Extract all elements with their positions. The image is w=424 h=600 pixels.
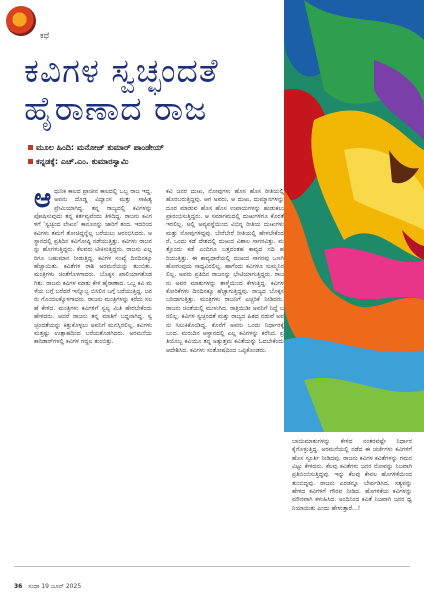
page-footer <box>14 583 81 591</box>
magazine-logo <box>6 6 36 36</box>
title-line-1: ಕವಿಗಳ ಸ್ವಚ್ಛಂದತೆ <box>24 51 219 90</box>
illustration-colorful-face <box>284 0 424 432</box>
section-kicker: ಕಥೆ <box>40 31 50 40</box>
text-column-3: ಬಾಯಿಮಾತುಗಳನ್ನು ಕೇಳಿದ ನಂತರವಷ್ಟೇ ನಿರ್ಧಾರ ಕೈಗೊಳ್ಳುತ್ತಿದ್ದ. ಅರಮನೆಯಲ್ಲಿ ನಡೆದ ಈ ಚರ್ಚೆಗಳು ಕವಿಗಳಿಗೆ ಹೊಸ ಸ್ಫೂರ್ತಿ ನೀಡಿದವು. ರಾಜನು ಕವಿಗಳ ಕವಿತೆಗಳನ್ನು ಗಮನವಿಟ್ಟು ಕೇಳಿದನು. ಕೆಲವು ಕವಿತೆಗಳು ಜನರ ನೋವನ್ನು ನಿಜವಾಗಿ ಪ್ರತಿಬಿಂಬಿಸುತ್ತಿದ್ದವು. ಇನ್ನು ಕೆಲವು ಕೇವಲ ಹೊಗಳಿಕೆಯಿಂದ ತುಂಬಿದ್ದವು. ರಾಜನು ಎರಡನ್ನೂ ಬೇರ್ಪಡಿಸಿದ. ಸತ್ಯವನ್ನು ಹೇಳಿದ ಕವಿಗಳಿಗೆ ಗೌರವ ನೀಡಿದ. ಹೊಗಳಿಕೆಯ ಕವಿಗಳನ್ನು ಮೌನವಾಗಿ ಕಳುಹಿಸಿದ. ಅಂದಿನಿಂದ ಕವಿತೆ ನಿಜವಾಗಿ ಜನರ ಧ್ವನಿಯಾಯಿತು ಎಂದು ಹೇಳುತ್ತಾರೆ...! <box>292 438 412 512</box>
article-body <box>34 188 286 552</box>
text-column-2: ಕವಿ ಜನರ ದುಃಖ, ನೋವುಗಳು ಹೊಸ ಹೊಸ ರೀತಿಯಲ್ಲಿ ಹೊರಬರುತ್ತಿದ್ದವು. ಆಗ ಅವರು, ಆ ದುಃಖ, ದುಮ್ಮಾನಗಳನ್ನು ದೂರ ಮಾಡುವ ಹೊಸ ಹೊಸ ಉಪಾಯಗಳನ್ನು ಹುಡುಕಲು ಪ್ರಾರಂಭಿಸುತ್ತಿದ್ದರು. ಆ ಸಮಾಗಮದಲ್ಲಿ ದುಃಖಗಳಿಗೂ ಕೊರತೆ ಇರಲಿಲ್ಲ. ಅಲ್ಲಿ ಅವ್ಯವಸ್ಥೆಯಿಂದ ವಿಭಿನ್ನ ರೀತಿಯ ದುಃಖಗಳು ಮತ್ತು ನೋವುಗಳಿದ್ದವು. ಬೇರೆಬೇರೆ ರೀತಿಯಲ್ಲಿ ಹೇಳಬೇಕೆಂದರೆ, ಒಂದು ಕಡೆ ದೇಶದಲ್ಲಿ ದುಃಖದ ವಿಶಾಲ ಸಾಗರವಿತ್ತು. ಮತ್ತೊಂದು ಕಡೆ ಎಂದಿಗೂ ಬತ್ತದಂತಹ ಕಾವ್ಯದ ನದಿ ಹರಿಯುತ್ತಿತ್ತು. ಈ ಕಾವ್ಯಧಾರೆಯಲ್ಲಿ ದುಃಖದ ಸಾಗರವು ಒಣಗಿ ಹೋಗುವುದು ಸಾಧ್ಯವಿರಲಿಲ್ಲ. ಹಾಗೆಂದು ಕವಿಗಳೂ ಸುಮ್ಮನಿರಲಿಲ್ಲ. ಅವರು ಪ್ರತಿದಿನ ರಾಜನನ್ನು ಭೇಟಿಯಾಗುತ್ತಿದ್ದರು. ರಾಜನು ಅವರ ಮಾತುಗಳನ್ನು ತಾಳ್ಮೆಯಿಂದ ಕೇಳುತ್ತಿದ್ದ. ಕವಿಗಳ ಕೋರಿಕೆಗಳು ದಿನದಿನಕ್ಕೂ ಹೆಚ್ಚಾಗುತ್ತಿದ್ದವು. ರಾಜ್ಯದ ಬೊಕ್ಕಸ ಬರಿದಾಗುತ್ತಿತ್ತು. ಮಂತ್ರಿಗಳು ರಾಜನಿಗೆ ಎಚ್ಚರಿಕೆ ನೀಡಿದರು. ರಾಜನು ಚಿಂತೆಯಲ್ಲಿ ಮುಳುಗಿದ. ರಾತ್ರಿಯಿಡೀ ಅವನಿಗೆ ನಿದ್ದೆ ಬರಲಿಲ್ಲ. ಕವಿಗಳ ಸ್ವಚ್ಛಂದತೆ ಮತ್ತು ರಾಜ್ಯದ ಹಿತದ ನಡುವೆ ಅವನು ಸಿಲುಕಿಕೊಂಡಿದ್ದ. ಕೊನೆಗೆ ಅವನು ಒಂದು ನಿರ್ಧಾರಕ್ಕೆ ಬಂದ. ಮರುದಿನ ಆಸ್ಥಾನದಲ್ಲಿ ಎಲ್ಲ ಕವಿಗಳನ್ನು ಕರೆಸಿದ. ಪ್ರತಿಯೊಬ್ಬ ಕವಿಯೂ ತನ್ನ ಅತ್ಯುತ್ತಮ ಕವಿತೆಯನ್ನು ಓದಬೇಕೆಂದು ಆದೇಶಿಸಿದ. ಕವಿಗಳು ಸಂತೋಷದಿಂದ ಒಪ್ಪಿಕೊಂಡರು. <box>166 188 284 354</box>
page-number: 36 <box>14 583 23 590</box>
bullet-square-icon <box>28 145 33 150</box>
bullet-square-icon <box>28 159 33 164</box>
credit-translation: ಕನ್ನಡಕ್ಕೆ: ಎಚ್.ಎಂ. ಕುಮಾರಸ್ವಾಮಿ <box>28 155 164 169</box>
footer-divider <box>14 566 410 567</box>
issue-line: ಸುಧಾ 19 ಜೂನ್ 2025 <box>28 583 82 590</box>
title-line-2: ಹೈರಾಣಾದ ರಾಜ <box>24 89 208 128</box>
drop-cap: ಆ <box>34 188 52 214</box>
text-column-1 <box>34 188 152 552</box>
article-credits <box>28 141 164 169</box>
column-1-text: ಧುನಿಕ ಕಾಲದ ಪ್ರಾಚೀನ ಕಾಲದಲ್ಲಿ ಒಬ್ಬ ರಾಜ ಇದ್ದ. ಅವನು ದೊಡ್ಡ ವಿದ್ವಾಂಸ ಮತ್ತು ಸಾಹಿತ್ಯ ಪ್ರೇಮಿಯಾಗಿದ್ದ. ತನ್ನ ರಾಜ್ಯದಲ್ಲಿ ಕವಿಗಳನ್ನು ಪೋಷಿಸುವುದು ತನ್ನ ಕರ್ತವ್ಯವೆಂದು ತಿಳಿದಿದ್ದ. ರಾಜನು ಕವಿಗಳಿಗೆ ‘ಸ್ವಚ್ಛಂದ ಲೇಖನ’ ಕಾನೂನನ್ನು ಜಾರಿಗೆ ತಂದ. ಇದರಿಂದ ಕವಿಗಳು ತಮಗೆ ತೋಚಿದ್ದನ್ನೆಲ್ಲ ಬರೆಯಲು ಆರಂಭಿಸಿದರು. ಆಸ್ಥಾನದಲ್ಲಿ ಪ್ರತಿದಿನ ಕವಿಗೋಷ್ಠಿ ನಡೆಯುತ್ತಿತ್ತು. ಕವಿಗಳು ರಾಜನನ್ನು ಹೊಗಳುತ್ತಿದ್ದರು. ಕೆಲವರು ಟೀಕಿಸುತ್ತಿದ್ದರು. ರಾಜನು ಎಲ್ಲರಿಗೂ ಬಹುಮಾನ ನೀಡುತ್ತಿದ್ದ. ಕವಿಗಳ ಸಂಖ್ಯೆ ದಿನದಿನಕ್ಕೂ ಹೆಚ್ಚಾಯಿತು. ಕವಿತೆಗಳ ರಾಶಿ ಅರಮನೆಯನ್ನು ತುಂಬಿತು. ಮಂತ್ರಿಗಳು ಚಿಂತೆಗೊಳಗಾದರು. ಬೊಕ್ಕಸ ಖಾಲಿಯಾಗತೊಡಗಿತು. ರಾಜನು ಕವಿಗಳ ಮಾತು ಕೇಳಿ ಹೈರಾಣಾದ. ಒಬ್ಬ ಕವಿ ಮಳೆಯ ಬಗ್ಗೆ ಬರೆದರೆ ಇನ್ನೊಬ್ಬ ಬಿಸಿಲಿನ ಬಗ್ಗೆ ಬರೆಯುತ್ತಿದ್ದ. ಜನರು ಗೊಂದಲಕ್ಕೊಳಗಾದರು. ರಾಜನು ಮಂತ್ರಿಗಳನ್ನು ಕರೆದು ಸಲಹೆ ಕೇಳಿದ. ಮಂತ್ರಿಗಳು ಕವಿಗಳಿಗೆ ಸ್ವಲ್ಪ ಮಿತಿ ಹೇರಬೇಕೆಂದು ಹೇಳಿದರು. ಆದರೆ ರಾಜನು ತನ್ನ ಮಾತಿಗೆ ಬದ್ಧನಾಗಿದ್ದ. ಸ್ವಚ್ಛಂದತೆಯನ್ನು ಕಿತ್ತುಕೊಳ್ಳಲು ಅವನಿಗೆ ಮನಸ್ಸಿರಲಿಲ್ಲ. ಕವಿಗಳು ಮತ್ತಷ್ಟು ಉತ್ಸಾಹದಿಂದ ಬರೆಯತೊಡಗಿದರು. ಅರಮನೆಯ ಕಾರಿಡಾರ್‌ಗಳಲ್ಲಿ ಕವಿಗಳ ಗದ್ದಲ ತುಂಬಿತ್ತು. <box>34 188 152 346</box>
credit-original: ಮೂಲ ಹಿಂದಿ: ಮನೋಜ್ ಕುಮಾರ್ ಪಾಂಡೇಯ್ <box>28 141 164 155</box>
article-title <box>24 52 284 128</box>
